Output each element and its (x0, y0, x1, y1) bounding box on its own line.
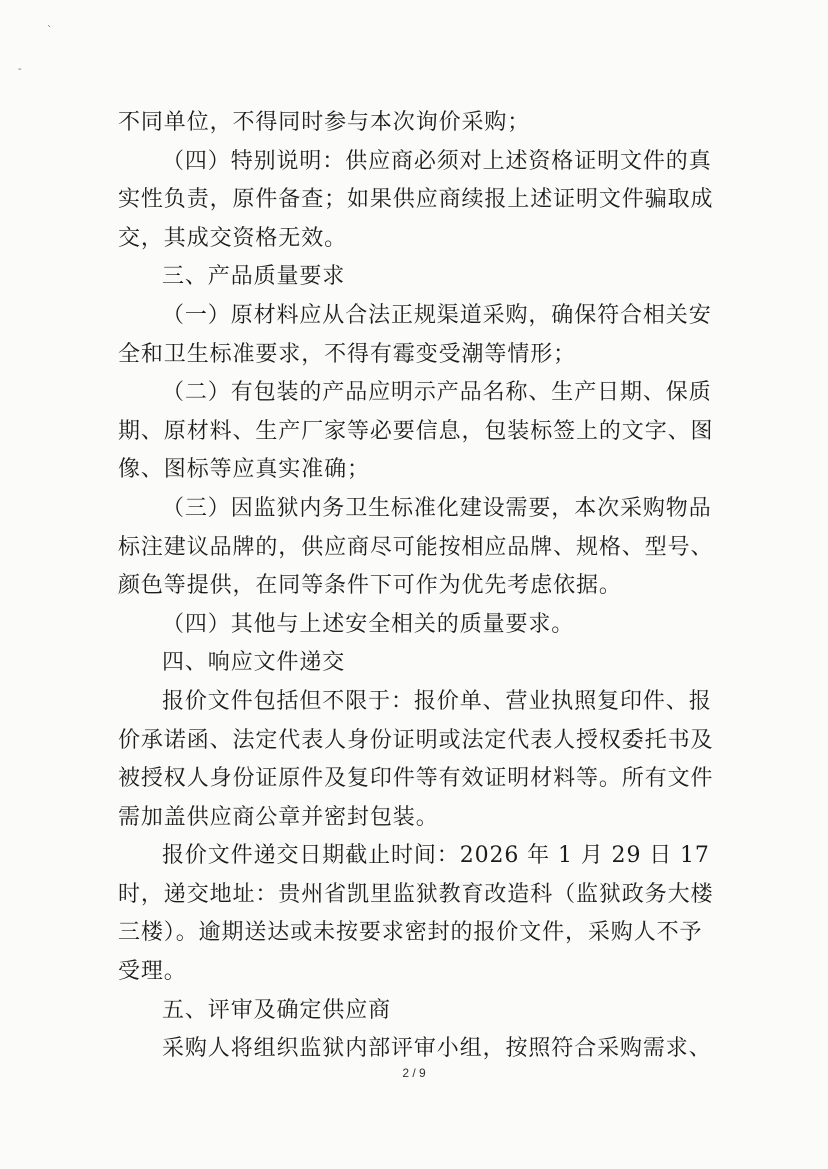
document-body (118, 104, 718, 1069)
section-heading-evaluation: 五、评审及确定供应商 (162, 997, 392, 1023)
paragraph-brand: （三）因监狱内务卫生标准化建设需要，本次采购物品标注建议品牌的，供应商尽可能按相应品牌、规格、型号、颜色等提供，在同等条件下可作为优先考虑依据。 (118, 495, 714, 599)
paragraph-evaluation: 采购人将组织监狱内部评审小组，按照符合采购需求、 (162, 1036, 712, 1062)
paragraph-raw-materials: （一）原材料应从合法正规渠道采购，确保符合相关安全和卫生标准要求，不得有霉变受潮等情形； (118, 302, 712, 367)
paragraph-deadline: 报价文件递交日期截止时间：2026 年 1 月 29 日 17 时，递交地址：贵州省凯里监狱教育改造科（监狱政务大楼三楼）。逾期送达或未按要求密封的报价文件，采购人不予受理。 (118, 843, 718, 985)
paragraph-continuation: 不同单位，不得同时参与本次询价采购； (118, 110, 531, 135)
scan-mark: - (18, 64, 22, 75)
paragraph-other-quality: （四）其他与上述安全相关的质量要求。 (162, 611, 575, 637)
section-heading-quality: 三、产品质量要求 (162, 264, 346, 290)
paragraph-quote-contents: 报价文件包括但不限于：报价单、营业执照复印件、报价承诺函、法定代表人身份证明或法定代表人授权委托书及被授权人身份证原件及复印件等有效证明材料等。所有文件需加盖供应商公章并密封包装。 (118, 688, 714, 830)
paragraph-packaging: （二）有包装的产品应明示产品名称、生产日期、保质期、原材料、生产厂家等必要信息，包装标签上的文字、图像、图标等应真实准确； (118, 380, 714, 483)
page-number: 2 / 9 (402, 1066, 426, 1080)
scan-mark: ` (47, 25, 52, 36)
paragraph-special-note: （四）特别说明：供应商必须对上述资格证明文件的真实性负责，原件备查；如果供应商续报上述证明文件骗取成交，其成交资格无效。 (118, 148, 714, 251)
section-heading-submission: 四、响应文件递交 (162, 650, 346, 676)
